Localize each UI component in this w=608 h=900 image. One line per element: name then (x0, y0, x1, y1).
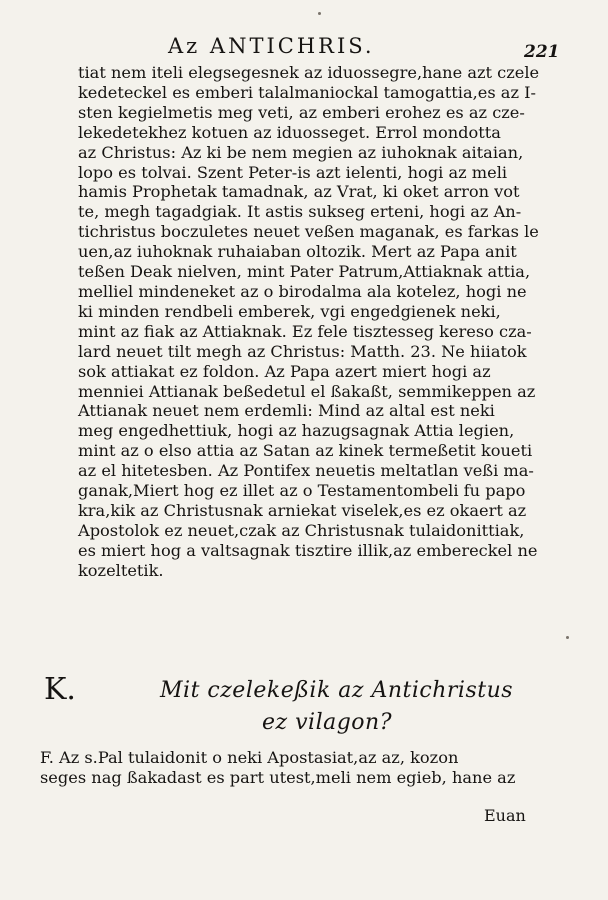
text-line: kedeteckel es emberi talalmaniockal tamogattia,es az I- (78, 82, 536, 102)
section-question-line-1: Mit czelekeßik az Antichristus (160, 678, 514, 703)
running-title: Az ANTICHRIS. (168, 34, 375, 58)
text-line: Attianak neuet nem erdemli: Mind az altal est neki (78, 401, 495, 421)
text-line: lekedetekhez kotuen az iduosseget. Errol mondotta (78, 122, 501, 142)
text-line: te, megh tagadgiak. It astis sukseg erteni, hogi az An- (78, 202, 522, 222)
text-line: az Christus: Az ki be nem megien az iuhoknak aitaian, (78, 142, 524, 162)
answer-text (40, 748, 535, 788)
text-line: tichristus boczuletes neuet veßen maganak, es farkas le (78, 222, 539, 242)
text-line: teßen Deak nielven, mint Pater Patrum,Attiaknak attia, (78, 262, 531, 282)
text-line: lopo es tolvai. Szent Peter-is azt ielenti, hogi az meli (78, 162, 508, 182)
section-letter: K. (44, 672, 76, 707)
text-line: menniei Attianak beßedetul el ßakaßt, semmikeppen az (78, 381, 536, 401)
text-line: sten kegielmetis meg veti, az emberi erohez es az cze- (78, 102, 525, 122)
text-line: sok attiakat ez foldon. Az Papa azert miert hogi az (78, 361, 491, 381)
ink-speck (318, 12, 321, 15)
text-line: kozeltetik. (78, 560, 164, 580)
section-question-line-2: ez vilagon? (262, 710, 393, 735)
section-heading (40, 672, 560, 742)
text-line: melliel mindeneket az o birodalma ala kotelez, hogi ne (78, 281, 527, 301)
text-line: es miert hog a valtsagnak tisztire illik,az embereckel ne (78, 540, 538, 560)
text-line: mint az o elso attia az Satan az kinek termeßetit koueti (78, 441, 533, 461)
text-line: uen,az iuhoknak ruhaiaban oltozik. Mert az Papa anit (78, 242, 517, 262)
text-line: az el hitetesben. Az Pontifex neuetis meltatlan veßi ma- (78, 461, 534, 481)
text-line: kra,kik az Christusnak arniekat viselek,es ez okaert az (78, 500, 527, 520)
body-text (78, 63, 540, 581)
page-number: 221 (524, 42, 560, 62)
answer-line: seges nag ßakadast es part utest,meli nem egieb, hane az (40, 768, 516, 787)
text-line: ki minden rendbeli emberek, vgi engedgienek neki, (78, 301, 501, 321)
answer-line: F. Az s.Pal tulaidonit o neki Apostasiat,az az, kozon (40, 748, 459, 767)
catchword: Euan (484, 806, 526, 825)
ink-speck (566, 636, 569, 639)
text-line: hamis Prophetak tamadnak, az Vrat, ki oket arron vot (78, 182, 520, 202)
text-line: lard neuet tilt megh az Christus: Matth. 23. Ne hiiatok (78, 341, 527, 361)
text-line: meg engedhettiuk, hogi az hazugsagnak Attia legien, (78, 421, 515, 441)
text-line: Apostolok ez neuet,czak az Christusnak tulaidonittiak, (78, 520, 525, 540)
text-line: ganak,Miert hog ez illet az o Testamentombeli fu papo (78, 481, 526, 501)
text-line: tiat nem iteli elegsegesnek az iduossegre,hane azt czele (78, 63, 540, 82)
text-line: mint az fiak az Attiaknak. Ez fele tisztesseg kereso cza- (78, 321, 532, 341)
